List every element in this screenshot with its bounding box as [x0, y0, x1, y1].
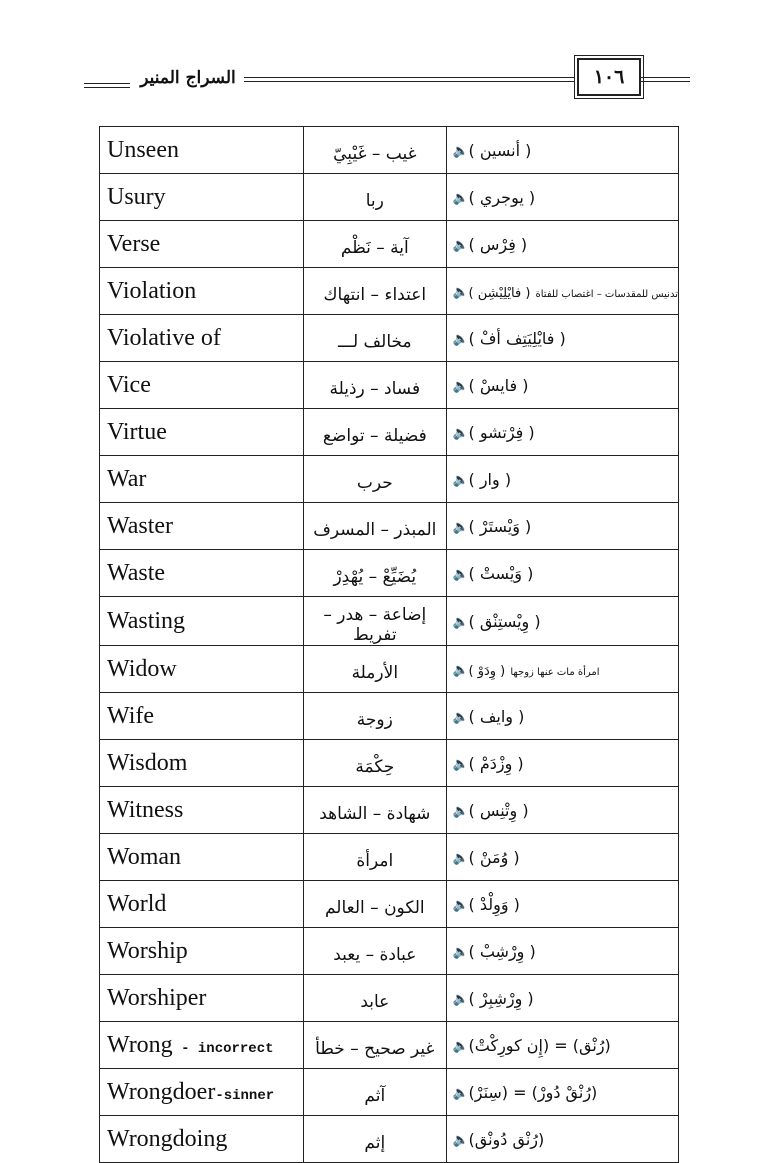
speaker-icon[interactable]: 🔈 [452, 991, 469, 1007]
english-word: Waste [107, 560, 166, 586]
pronunciation-cell [446, 693, 679, 740]
english-word-cell [100, 646, 304, 693]
pronunciation-cell [446, 1022, 679, 1069]
page-header [0, 0, 765, 110]
speaker-icon[interactable]: 🔈 [452, 1085, 469, 1101]
pronunciation-text: ( وَيْستْ ) [468, 563, 534, 583]
table-row [100, 597, 679, 646]
english-word-cell [100, 503, 304, 550]
english-word-cell [100, 127, 304, 174]
pronunciation-text: ( وَوِلْدْ ) [468, 894, 520, 914]
english-word: World [107, 891, 167, 917]
pronunciation-text: ( فِرْس ) [468, 234, 528, 254]
pronunciation-cell [446, 221, 679, 268]
english-word: Virtue [107, 419, 167, 445]
arabic-meaning: إضاعة – هدر – تفريط [304, 597, 446, 646]
pronunciation-text: ( وِيْستِنْق ) [468, 611, 541, 631]
english-word: Vice [107, 372, 151, 398]
pronunciation-note: امرأة مات عنها زوجها [510, 666, 600, 678]
table-row [100, 268, 679, 315]
pronunciation-text: ( وِتْنِس ) [468, 800, 529, 820]
pronunciation-text: (رُنْق دُونْق) [468, 1129, 545, 1149]
pronunciation-cell [446, 834, 679, 881]
speaker-icon[interactable]: 🔈 [452, 756, 469, 772]
arabic-meaning: يُضَيِّعْ – يُهْدِرْ [304, 550, 446, 597]
english-word: Wrongdoing [107, 1126, 228, 1152]
arabic-meaning: غيب – غَيْبِيّ [304, 127, 446, 174]
speaker-icon[interactable]: 🔈 [452, 850, 469, 866]
english-word: Wasting [107, 608, 186, 634]
pronunciation-text: (رُنْقْ دُورْ) = (سِنَرْ) [468, 1082, 598, 1102]
table-row [100, 221, 679, 268]
english-word-cell [100, 315, 304, 362]
english-synonym: - incorrect [172, 1041, 274, 1057]
table-row [100, 456, 679, 503]
table-row [100, 787, 679, 834]
english-word: Wisdom [107, 750, 188, 776]
arabic-meaning: امرأة [304, 834, 446, 881]
pronunciation-cell [446, 597, 679, 646]
speaker-icon[interactable]: 🔈 [452, 614, 469, 630]
pronunciation-text: ( يوجري ) [468, 187, 536, 207]
header-rule-middle [244, 77, 574, 82]
header-rule-left [84, 83, 130, 88]
english-word-cell [100, 975, 304, 1022]
english-word-cell [100, 456, 304, 503]
speaker-icon[interactable]: 🔈 [452, 190, 469, 206]
pronunciation-text: ( وِرْشِبِرْ ) [468, 988, 534, 1008]
speaker-icon[interactable]: 🔈 [452, 472, 469, 488]
arabic-meaning: عبادة – يعبد [304, 928, 446, 975]
english-word-cell [100, 550, 304, 597]
pronunciation-cell [446, 928, 679, 975]
arabic-meaning: ربا [304, 174, 446, 221]
english-word: Violative of [107, 325, 221, 351]
english-word: Usury [107, 184, 166, 210]
pronunciation-text: ( فايْلِيَتِف أفْ ) [468, 328, 566, 348]
english-word: Witness [107, 797, 184, 823]
pronunciation-cell [446, 1116, 679, 1163]
table-row [100, 740, 679, 787]
english-word-cell [100, 362, 304, 409]
arabic-meaning: عابد [304, 975, 446, 1022]
vocabulary-table [99, 126, 679, 1163]
speaker-icon[interactable]: 🔈 [452, 803, 469, 819]
table-row [100, 315, 679, 362]
pronunciation-cell [446, 127, 679, 174]
arabic-meaning: الأرملة [304, 646, 446, 693]
pronunciation-text: ( وِرْشِبْ ) [468, 941, 536, 961]
pronunciation-cell [446, 740, 679, 787]
english-word: Woman [107, 844, 182, 870]
arabic-meaning: اعتداء – انتهاك [304, 268, 446, 315]
pronunciation-text: ( وار ) [468, 469, 512, 489]
english-word-cell [100, 787, 304, 834]
english-word: Wife [107, 703, 155, 729]
english-word-cell [100, 597, 304, 646]
arabic-meaning: شهادة – الشاهد [304, 787, 446, 834]
pronunciation-cell [446, 409, 679, 456]
speaker-icon[interactable]: 🔈 [452, 662, 469, 678]
english-word-cell [100, 834, 304, 881]
table-row [100, 1069, 679, 1116]
speaker-icon[interactable]: 🔈 [452, 425, 469, 441]
speaker-icon[interactable]: 🔈 [452, 944, 469, 960]
arabic-meaning: المبذر – المسرف [304, 503, 446, 550]
table-row [100, 975, 679, 1022]
english-word: Worshiper [107, 985, 207, 1011]
table-row [100, 1022, 679, 1069]
table-row [100, 503, 679, 550]
english-word-cell [100, 928, 304, 975]
english-word-cell [100, 268, 304, 315]
english-word-cell [100, 1069, 304, 1116]
pronunciation-text: ( وِدَوْ ) [468, 663, 506, 679]
table-row [100, 646, 679, 693]
pronunciation-text: ( وَيْستَرْ ) [468, 516, 532, 536]
english-word: Violation [107, 278, 197, 304]
table-row [100, 1116, 679, 1163]
vocabulary-table-body [100, 127, 679, 1163]
english-word-cell [100, 409, 304, 456]
speaker-icon[interactable]: 🔈 [452, 1132, 469, 1148]
arabic-meaning: زوجة [304, 693, 446, 740]
arabic-meaning: الكون – العالم [304, 881, 446, 928]
pronunciation-note: تدنيس للمقدسات – اغتصاب للفتاة [535, 288, 678, 300]
table-row [100, 127, 679, 174]
speaker-icon[interactable]: 🔈 [452, 378, 469, 394]
header-rule-right [640, 77, 690, 82]
english-word: Unseen [107, 137, 179, 163]
arabic-meaning: غير صحيح – خطأ [304, 1022, 446, 1069]
english-word: Worship [107, 938, 188, 964]
pronunciation-text: ( فِرْتشو ) [468, 422, 535, 442]
english-word: War [107, 466, 147, 492]
pronunciation-cell [446, 881, 679, 928]
speaker-icon[interactable]: 🔈 [452, 331, 469, 347]
table-row [100, 174, 679, 221]
pronunciation-text: (رُنْق) = (إِن كورِكْتْ) [468, 1035, 611, 1055]
pronunciation-cell [446, 174, 679, 221]
table-row [100, 693, 679, 740]
table-row [100, 881, 679, 928]
page-number: ١٠٦ [577, 58, 641, 96]
english-word-cell [100, 1116, 304, 1163]
pronunciation-text: ( أنسين ) [468, 140, 532, 160]
arabic-meaning: آية – نَظْم [304, 221, 446, 268]
english-word-cell [100, 221, 304, 268]
english-synonym: -sinner [215, 1088, 275, 1104]
arabic-meaning: إثم [304, 1116, 446, 1163]
arabic-meaning: حِكْمَة [304, 740, 446, 787]
english-word-cell [100, 740, 304, 787]
pronunciation-cell [446, 550, 679, 597]
pronunciation-cell [446, 1069, 679, 1116]
speaker-icon[interactable]: 🔈 [452, 1038, 469, 1054]
speaker-icon[interactable]: 🔈 [452, 897, 469, 913]
english-word-cell [100, 1022, 304, 1069]
arabic-meaning: فضيلة – تواضع [304, 409, 446, 456]
pronunciation-cell [446, 268, 679, 315]
speaker-icon[interactable]: 🔈 [452, 284, 469, 300]
english-word-cell [100, 174, 304, 221]
table-row [100, 834, 679, 881]
table-row [100, 550, 679, 597]
pronunciation-cell [446, 646, 679, 693]
pronunciation-text: ( فايْلِيْشِن ) [468, 285, 531, 301]
speaker-icon[interactable]: 🔈 [452, 709, 469, 725]
pronunciation-cell [446, 315, 679, 362]
speaker-icon[interactable]: 🔈 [452, 519, 469, 535]
pronunciation-text: ( وِزْدَمْ ) [468, 753, 524, 773]
table-row [100, 409, 679, 456]
arabic-meaning: آثم [304, 1069, 446, 1116]
pronunciation-text: ( وايف ) [468, 706, 525, 726]
speaker-icon[interactable]: 🔈 [452, 566, 469, 582]
book-title: السراج المنير [140, 68, 236, 88]
pronunciation-cell [446, 362, 679, 409]
pronunciation-cell [446, 787, 679, 834]
arabic-meaning: فساد – رذيلة [304, 362, 446, 409]
english-word: Verse [107, 231, 161, 257]
english-word: Wrongdoer [107, 1079, 216, 1105]
arabic-meaning: مخالف لـــ [304, 315, 446, 362]
english-word: Waster [107, 513, 174, 539]
speaker-icon[interactable]: 🔈 [452, 237, 469, 253]
arabic-meaning: حرب [304, 456, 446, 503]
english-word-cell [100, 881, 304, 928]
speaker-icon[interactable]: 🔈 [452, 143, 469, 159]
pronunciation-text: ( وُمَنْ ) [468, 847, 520, 867]
pronunciation-cell [446, 503, 679, 550]
table-row [100, 362, 679, 409]
english-word: Widow [107, 656, 177, 682]
table-row [100, 928, 679, 975]
english-word: Wrong [107, 1032, 173, 1058]
english-word-cell [100, 693, 304, 740]
pronunciation-cell [446, 975, 679, 1022]
pronunciation-cell [446, 456, 679, 503]
pronunciation-text: ( فايسْ ) [468, 375, 529, 395]
